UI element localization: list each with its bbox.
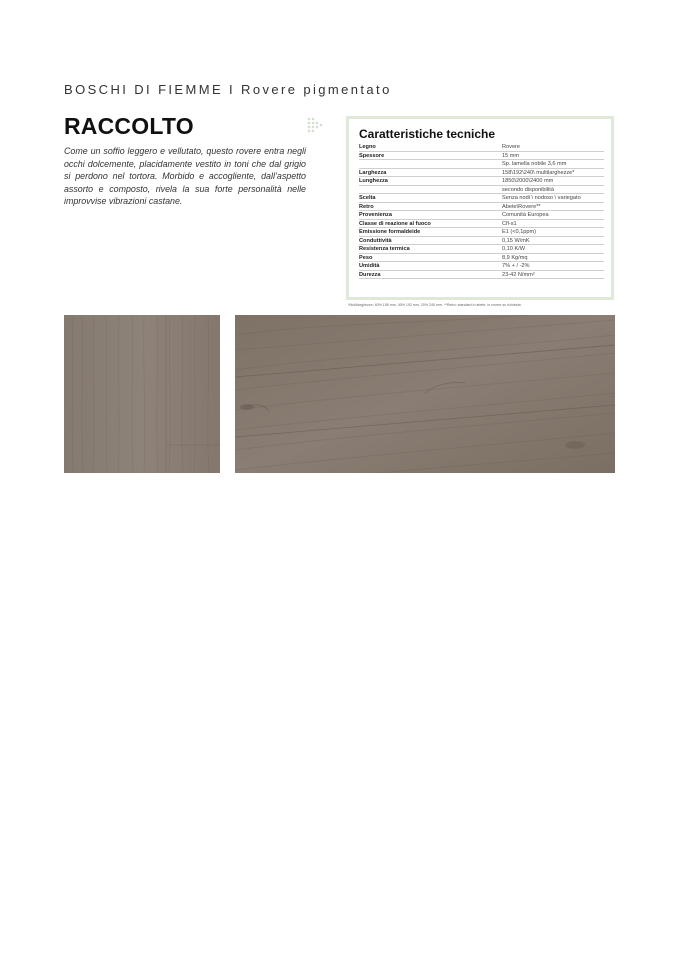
spec-label: Umidità	[359, 263, 380, 269]
spec-value: 1850\2000\2400 mm	[502, 178, 554, 184]
product-description: Come un soffio leggero e vellutato, questo rovere entra negli occhi dolcemente, placidamente vestito in toni che dal grigio si perdono nel tortora. Morbido e accogliente, dall’aspetto assorto e composto, rivela la sua forte personalità nelle improvvise vibrazioni castane.	[64, 146, 306, 207]
spec-label: Peso	[359, 254, 373, 261]
spec-label: Spessore	[359, 152, 385, 159]
wood-swatch-floor	[235, 315, 615, 473]
spec-label: Classe di reazione al fuoco	[359, 220, 431, 227]
spec-label: Conduttività	[359, 237, 392, 244]
spec-value: Abete\Rovere**	[502, 203, 541, 210]
spec-value: 0,15 W/mK	[502, 237, 530, 244]
spec-label	[359, 187, 502, 194]
wood-grain-image	[64, 315, 220, 473]
spec-row	[359, 254, 604, 263]
spec-label	[359, 161, 502, 168]
technical-specs-panel	[346, 116, 614, 300]
spec-value: Senza nodi \ nodoso \ variegato	[502, 195, 581, 201]
spec-row	[359, 220, 604, 229]
spec-row	[359, 186, 604, 195]
spec-value: Sp. lamella nobile 3,6 mm	[502, 161, 567, 167]
spec-row	[359, 245, 604, 254]
spec-value: 8,9 Kg/mq	[502, 254, 528, 261]
spec-row	[359, 194, 604, 203]
spec-label: Retro	[359, 203, 374, 210]
collection-header: BOSCHI DI FIEMME I Rovere pigmentato	[64, 82, 392, 97]
spec-label: Larghezza	[359, 169, 387, 176]
spec-row	[359, 203, 604, 212]
spec-value: secondo disponibilità	[502, 186, 554, 193]
specs-table	[359, 143, 604, 279]
spec-row	[359, 160, 604, 169]
spec-value: E1 (<0,1ppm)	[502, 229, 537, 235]
wood-floor-image	[235, 315, 615, 473]
spec-label: Scelta	[359, 195, 376, 201]
dots-logo-icon	[307, 117, 325, 133]
spec-label: Resistenza termica	[359, 246, 410, 252]
spec-row	[359, 169, 604, 178]
spec-row	[359, 152, 604, 161]
spec-label: Lunghezza	[359, 178, 388, 184]
spec-row	[359, 228, 604, 237]
spec-value: 7% + / -2%	[502, 263, 530, 269]
spec-label: Legno	[359, 144, 376, 150]
product-title: RACCOLTO	[64, 113, 194, 139]
spec-label: Emissione formaldeide	[359, 229, 421, 235]
spec-label: Provenienza	[359, 212, 392, 218]
specs-footnote: *Multilarghezze: 40% 158 mm, 40% 192 mm, 20% 240 mm. **Retro: standard in abete, in rovere su richiesta	[348, 303, 521, 307]
spec-row	[359, 143, 604, 152]
spec-label: Durezza	[359, 271, 381, 278]
spec-value: Rovere	[502, 144, 521, 150]
spec-value: 0,10 K/W	[502, 246, 526, 252]
spec-row	[359, 237, 604, 246]
specs-title: Caratteristiche tecniche	[359, 127, 496, 141]
wood-swatch-plank	[64, 315, 220, 473]
spec-row	[359, 211, 604, 220]
spec-value: Comunità Europea	[502, 212, 549, 218]
spec-row	[359, 177, 604, 186]
spec-value: 158\192\240\ multilarghezze*	[502, 169, 575, 176]
spec-value: 23-42 N/mm²	[502, 271, 535, 278]
spec-row	[359, 262, 604, 271]
spec-value: Cfl-s1	[502, 220, 517, 227]
spec-value: 15 mm	[502, 152, 520, 159]
spec-row	[359, 271, 604, 280]
